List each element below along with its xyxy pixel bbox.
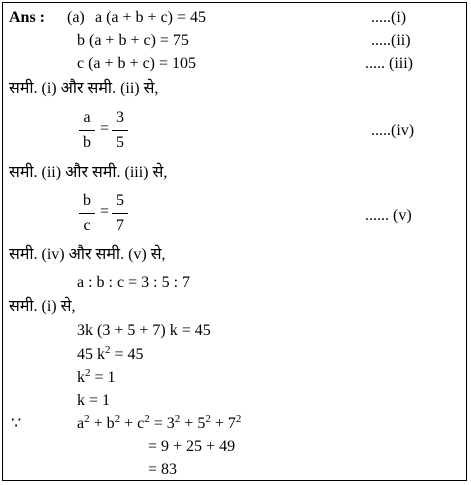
part-label: (a) (67, 9, 85, 26)
fraction-denominator: 7 (116, 217, 124, 234)
exponent: 2 (235, 413, 242, 425)
fraction-numerator: a (83, 109, 91, 126)
step-1-text: समी. (i) और समी. (ii) से, (9, 80, 159, 97)
exponent: 2 (144, 413, 150, 425)
fraction-numerator: b (83, 192, 91, 209)
ratio-line: a : b : c = 3 : 5 : 7 (77, 274, 191, 291)
term: a (77, 415, 85, 432)
k-equation-4: k = 1 (77, 392, 111, 409)
sum-evaluation-line: = 9 + 25 + 49 (148, 438, 236, 455)
fraction-bar (79, 130, 95, 131)
equation-1: a (a + b + c) = 45 (95, 9, 207, 26)
fraction-3-over-5 (112, 108, 128, 153)
fraction-denominator: 5 (116, 134, 124, 151)
k-equation-2-base: 45 k (77, 346, 105, 363)
k-equation-2 (77, 345, 144, 365)
fraction-bar (112, 213, 128, 214)
answer-label: Ans : (9, 9, 46, 26)
equation-3-tag: ..... (iii) (365, 55, 413, 72)
equation-3: c (a + b + c) = 105 (77, 55, 197, 72)
fraction-bar (112, 130, 128, 131)
fraction-5-over-7 (112, 191, 128, 236)
step-4-text: समी. (i) से, (9, 298, 76, 315)
fraction-b-over-c (79, 191, 95, 236)
equation-1-tag: .....(i) (371, 9, 407, 26)
fraction-bar (79, 213, 95, 214)
term: + c (120, 415, 145, 432)
equation-4-tag: .....(iv) (371, 122, 415, 139)
solution-box (2, 2, 467, 481)
fraction-a-over-b (79, 108, 95, 153)
step-3-text: समी. (iv) और समी. (v) से, (9, 246, 166, 263)
term: + 7 (210, 415, 236, 432)
exponent: 2 (84, 413, 90, 425)
fraction-equals-1: = (100, 120, 110, 137)
k-equation-1: 3k (3 + 5 + 7) k = 45 (77, 322, 211, 339)
sum-result-line: = 83 (148, 461, 178, 478)
exponent: 2 (205, 413, 211, 425)
term: + b (89, 415, 115, 432)
term: + 5 (180, 415, 206, 432)
term: = 3 (149, 415, 175, 432)
fraction-equals-2: = (100, 203, 110, 220)
exponent: 2 (114, 413, 121, 425)
k-equation-3 (77, 368, 116, 388)
fraction-denominator: c (83, 217, 91, 234)
sum-of-squares-line (77, 414, 241, 434)
step-2-text: समी. (ii) और समी. (iii) से, (9, 164, 168, 181)
equation-2-tag: .....(ii) (371, 32, 411, 49)
fraction-numerator: 3 (116, 109, 124, 126)
exponent: 2 (85, 367, 91, 379)
because-symbol: ∵ (11, 415, 22, 432)
fraction-numerator: 5 (116, 192, 124, 209)
fraction-denominator: b (83, 134, 91, 151)
exponent: 2 (105, 344, 111, 356)
k-equation-3-base: k (77, 369, 85, 386)
equation-2: b (a + b + c) = 75 (77, 32, 189, 49)
exponent: 2 (174, 413, 181, 425)
equation-5-tag: ...... (v) (365, 207, 412, 224)
k-equation-3-rhs: = 1 (90, 369, 116, 386)
k-equation-2-rhs: = 45 (110, 346, 144, 363)
